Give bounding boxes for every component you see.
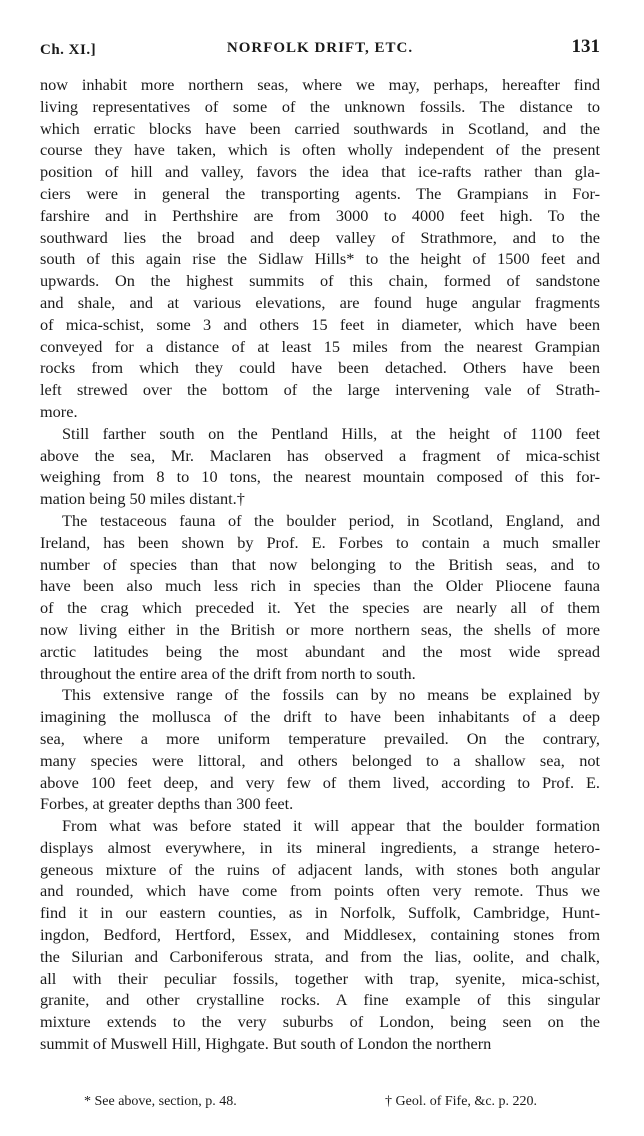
text-line: Still farther south on the Pentland Hills, at the height of 1100 feet (62, 423, 600, 443)
chapter-label: Ch. XI.] (40, 42, 97, 58)
text-line: above the sea, Mr. Maclaren has observed a fragment of mica-schist (40, 445, 600, 465)
text-line: rocks from which they could have been detached. Others have been (40, 358, 600, 378)
paragraph (40, 423, 600, 510)
text-line: and rounded, which have come from points often very remote. Thus we (40, 881, 600, 901)
paragraph (40, 74, 600, 423)
text-line: all with their peculiar fossils, together with trap, syenite, mica-schist, (40, 968, 600, 988)
text-line: The testaceous fauna of the boulder period, in Scotland, England, and (62, 510, 600, 530)
text-line: sea, where a more uniform temperature prevailed. On the contrary, (40, 728, 600, 748)
footnote-dagger: † Geol. of Fife, &c. p. 220. (385, 1094, 538, 1109)
text-line: now inhabit more northern seas, where we may, perhaps, hereafter find (40, 75, 600, 94)
text-line: Forbes, at greater depths than 300 feet. (40, 794, 294, 814)
text-line: granite, and other crystalline rocks. A fine example of this singular (40, 990, 600, 1010)
text-line: of mica-schist, some 3 and others 15 feet in diameter, which have been (40, 314, 600, 334)
text-line: many species were littoral, and others belonged to a shallow sea, not (40, 750, 600, 770)
text-line: summit of Muswell Hill, Highgate. But south of London the northern (40, 1034, 492, 1054)
text-line: find it in our eastern counties, as in Norfolk, Suffolk, Cambridge, Hunt- (40, 903, 600, 923)
text-line: south of this again rise the Sidlaw Hills* to the height of 1500 feet and (40, 249, 600, 269)
text-line: This extensive range of the fossils can by no means be explained by (62, 685, 600, 705)
text-line: arctic latitudes being the most abundant and the most wide spread (40, 641, 600, 661)
footnotes (40, 1092, 600, 1116)
text-line: farshire and in Perthshire are from 3000 to 4000 feet high. To the (40, 205, 600, 225)
text-line: now living either in the British or more northern seas, the shells of more (40, 619, 600, 639)
text-line: mixture extends to the very suburbs of London, being seen on the (40, 1012, 600, 1032)
text-line: displays almost everywhere, in its mineral ingredients, a strange hetero- (40, 837, 600, 857)
text-line: and shale, and at various elevations, are found huge angular fragments (40, 292, 600, 312)
text-line: conveyed for a distance of at least 15 miles from the nearest Grampian (40, 336, 600, 356)
text-line: the Silurian and Carboniferous strata, and from the lias, oolite, and chalk, (40, 946, 600, 966)
text-line: upwards. On the highest summits of this chain, formed of sandstone (40, 271, 600, 291)
text-line: which erratic blocks have been carried southwards in Scotland, and the (40, 118, 600, 138)
text-line: position of hill and valley, favors the idea that ice-rafts rather than gla- (40, 162, 600, 182)
text-line: Ireland, has been shown by Prof. E. Forbes to contain a much smaller (40, 532, 600, 552)
text-line: more. (40, 401, 78, 421)
text-line: ingdon, Bedford, Hertford, Essex, and Middlesex, containing stones from (40, 925, 600, 945)
text-line: above 100 feet deep, and very few of them lived, according to Prof. E. (40, 772, 600, 792)
body-text (40, 74, 600, 1055)
paragraph (40, 684, 600, 815)
text-line: From what was before stated it will appear that the boulder formation (62, 816, 600, 836)
text-line: of the crag which preceded it. Yet the species are nearly all of them (40, 598, 600, 618)
text-line: living representatives of some of the unknown fossils. The distance to (40, 96, 600, 116)
running-header (40, 34, 600, 64)
running-title: NORFOLK DRIFT, ETC. (226, 40, 414, 56)
text-line: mation being 50 miles distant.† (40, 489, 245, 509)
paragraph (40, 815, 600, 1055)
text-line: throughout the entire area of the drift from north to south. (40, 663, 416, 683)
text-line: ciers were in general the transporting agents. The Grampians in For- (40, 183, 600, 203)
text-line: weighing from 8 to 10 tons, the nearest mountain composed of this for- (40, 467, 600, 487)
text-line: southward lies the broad and deep valley of Strathmore, and to the (40, 227, 600, 247)
footnote-asterisk: * See above, section, p. 48. (84, 1094, 237, 1109)
text-line: number of species than that now belonging to the British seas, and to (40, 554, 600, 574)
text-line: left strewed over the bottom of the large intervening vale of Strath- (40, 380, 600, 400)
page-number: 131 (571, 36, 600, 57)
text-line: course they have taken, which is often wholly independent of the present (40, 140, 600, 160)
text-line: imagining the mollusca of the drift to have been inhabitants of a deep (40, 707, 600, 727)
text-line: geneous mixture of the ruins of adjacent lands, with stones both angular (40, 859, 600, 879)
paragraph (40, 510, 600, 684)
text-line: have been also much less rich in species than the Older Pliocene fauna (40, 576, 600, 596)
